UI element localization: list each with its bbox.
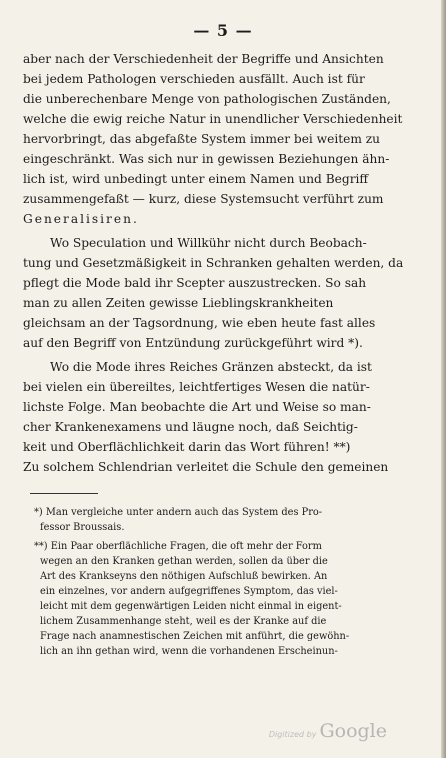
digitized-by-google-watermark (269, 720, 387, 742)
page-number: — 5 — (193, 21, 253, 40)
body-line: lichste Folge. Man beobachte die Art und Weise so man- (23, 400, 371, 414)
body-line: bei vielen ein übereiltes, leichtfertiges Wesen die natür- (23, 380, 370, 394)
body-line: tung und Gesetzmäßigkeit in Schranken gehalten werden, da (23, 256, 404, 270)
page-edge-shadow (441, 0, 446, 758)
body-line: zusammengefaßt — kurz, diese Systemsucht verführt zum (23, 192, 384, 206)
body-line: bei jedem Pathologen verschieden ausfällt. Auch ist für (23, 72, 365, 86)
footnote-line: Frage nach anamnestischen Zeichen mit anführt, die gewöhn- (40, 631, 350, 642)
footnote-line: fessor Broussais. (40, 522, 125, 533)
body-line: eingeschränkt. Was sich nur in gewissen Beziehungen ähn- (23, 152, 390, 166)
footnote-divider (30, 493, 98, 494)
footnote-line: *) Man vergleiche unter andern auch das System des Pro- (34, 507, 323, 518)
footnote-line: wegen an den Kranken gethan werden, sollen da über die (40, 556, 328, 567)
footnote-line: leicht mit dem gegenwärtigen Leiden nicht einmal in eigent- (40, 601, 342, 612)
body-line: pflegt die Mode bald ihr Scepter auszustrecken. So sah (23, 276, 367, 290)
body-line: die unberechenbare Menge von pathologischen Zuständen, (23, 92, 391, 106)
body-line: auf den Begriff von Entzündung zurückgeführt wird *). (23, 336, 363, 350)
footnote-line: **) Ein Paar oberflächliche Fragen, die oft mehr der Form (34, 541, 322, 552)
body-line: Wo die Mode ihres Reiches Gränzen absteckt, da ist (50, 360, 372, 374)
body-line: gleichsam an der Tagsordnung, wie eben heute fast alles (23, 316, 376, 330)
body-line: lich ist, wird unbedingt unter einem Namen und Begriff (23, 172, 369, 186)
footnote-line: Art des Krankseyns den nöthigen Aufschluß bewirken. An (40, 571, 328, 582)
body-line: aber nach der Verschiedenheit der Begriffe und Ansichten (23, 52, 384, 66)
body-line: Generalisiren. (23, 212, 139, 226)
footnote-line: lich an ihn gethan wird, wenn die vorhandenen Erscheinun- (40, 646, 338, 657)
google-logo: Google (319, 720, 387, 742)
body-line: keit und Oberflächlichkeit darin das Wort führen! **) (23, 440, 351, 454)
body-line: man zu allen Zeiten gewisse Lieblingskrankheiten (23, 296, 334, 310)
footnote-line: lichem Zusammenhange steht, weil es der Kranke auf die (40, 616, 327, 627)
body-line: Zu solchem Schlendrian verleitet die Schule den gemeinen (23, 460, 389, 474)
watermark-prefix: Digitized by (268, 730, 317, 739)
body-line: cher Krankenexamens und läugne noch, daß Seichtig- (23, 420, 358, 434)
body-line: welche die ewig reiche Natur in unendlicher Verschiedenheit (23, 112, 403, 126)
footnote-line: ein einzelnes, vor andern aufgegriffenes Symptom, das viel- (40, 586, 338, 597)
body-line: hervorbringt, das abgefaßte System immer bei weitem zu (23, 132, 381, 146)
body-line: Wo Speculation und Willkühr nicht durch Beobach- (50, 236, 367, 250)
